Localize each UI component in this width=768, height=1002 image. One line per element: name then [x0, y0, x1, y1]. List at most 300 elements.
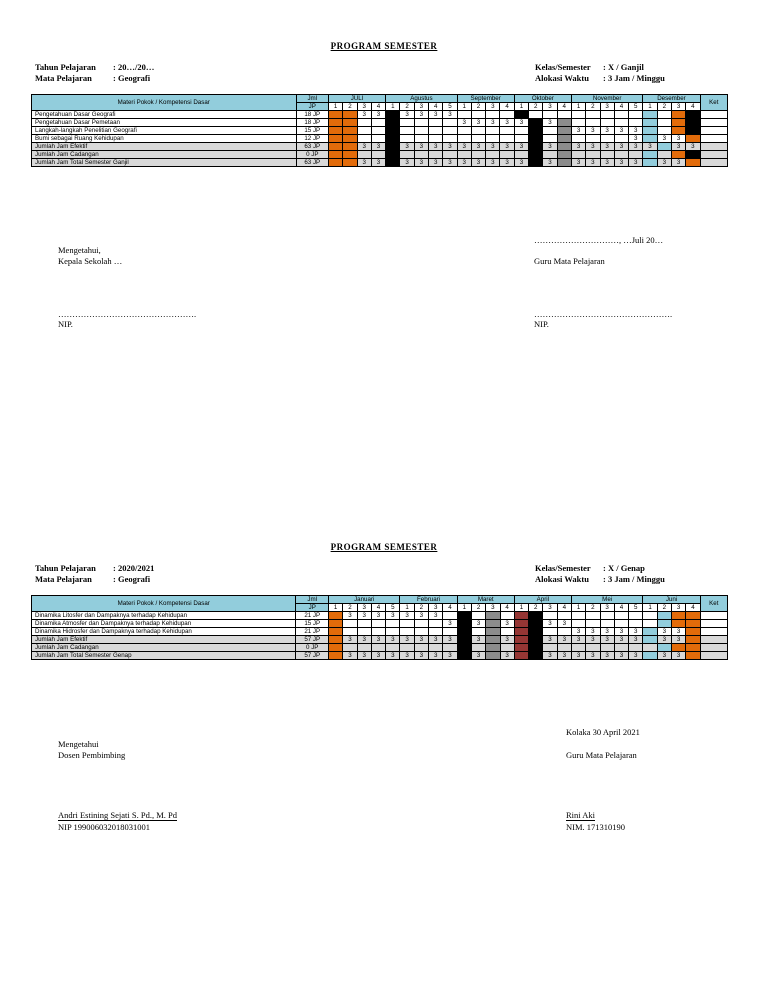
s1-week-cell: 3	[686, 143, 700, 151]
s1-week-cell	[343, 119, 357, 127]
s2-week-cell: 3	[443, 636, 457, 644]
s1-week-cell: 3	[371, 111, 385, 119]
s2-row-ket	[700, 652, 727, 660]
s2-week-number: 2	[529, 604, 543, 612]
s1-row-jp: 0 JP	[296, 151, 329, 159]
s2-week-number: 1	[514, 604, 528, 612]
s2-alokasi-label: Alokasi Waktu	[535, 574, 589, 584]
s1-week-cell	[557, 135, 571, 143]
s1-row-jp: 15 JP	[296, 127, 329, 135]
s2-week-cell: 3	[614, 652, 628, 660]
s1-week-cell	[400, 151, 414, 159]
s2-week-cell: 3	[371, 652, 385, 660]
s1-week-cell	[614, 119, 628, 127]
s1-week-cell	[671, 127, 685, 135]
s1-month-header: Oktober	[514, 95, 571, 103]
s2-week-cell	[443, 644, 457, 652]
s2-left-role2: Dosen Pembimbing	[58, 750, 126, 760]
s2-row-materi: Jumlah Jam Efektif	[32, 636, 296, 644]
s2-head-jml: Jml	[296, 596, 329, 604]
s2-right-name: Rini Aki	[566, 810, 596, 820]
s2-week-number: 4	[371, 604, 385, 612]
s1-week-number: 5	[629, 103, 643, 111]
s2-week-cell	[357, 644, 371, 652]
s1-week-cell	[357, 151, 371, 159]
s1-week-cell: 3	[414, 143, 428, 151]
s2-week-cell	[643, 644, 657, 652]
s1-week-cell	[329, 159, 343, 167]
s2-week-cell	[600, 612, 614, 620]
s1-week-number: 2	[657, 103, 671, 111]
s1-week-cell	[614, 111, 628, 119]
s2-week-cell	[557, 644, 571, 652]
s2-week-cell: 3	[414, 636, 428, 644]
s2-week-cell	[471, 644, 485, 652]
s1-week-cell: 3	[429, 143, 443, 151]
s1-week-cell	[586, 119, 600, 127]
s1-week-cell: 3	[429, 111, 443, 119]
s1-week-cell	[500, 135, 514, 143]
s1-week-cell: 3	[600, 127, 614, 135]
s1-table-row	[32, 151, 728, 159]
s2-week-number: 1	[571, 604, 585, 612]
s2-week-cell: 3	[357, 652, 371, 660]
s1-row-ket	[700, 127, 727, 135]
s1-row-jp: 63 JP	[296, 159, 329, 167]
s1-week-number: 3	[671, 103, 685, 111]
s1-week-cell	[343, 151, 357, 159]
s1-week-cell	[529, 143, 543, 151]
s2-week-cell	[586, 644, 600, 652]
s2-week-number: 3	[357, 604, 371, 612]
s2-week-cell	[543, 644, 557, 652]
s2-row-ket	[700, 620, 727, 628]
s1-week-cell: 3	[486, 119, 500, 127]
s1-table-row	[32, 143, 728, 151]
s1-week-number: 2	[586, 103, 600, 111]
s1-week-cell	[429, 119, 443, 127]
s2-week-cell	[357, 628, 371, 636]
s2-week-cell: 3	[429, 612, 443, 620]
s1-week-cell	[643, 119, 657, 127]
s2-row-jp: 21 JP	[296, 612, 329, 620]
s1-title: PROGRAM SEMESTER	[330, 41, 438, 51]
s1-mapel-value: : Geografi	[113, 73, 151, 83]
s1-week-cell	[371, 119, 385, 127]
s1-week-cell	[343, 111, 357, 119]
s1-week-cell	[571, 111, 585, 119]
s2-week-cell	[457, 612, 471, 620]
s1-week-cell	[557, 159, 571, 167]
s2-week-number: 4	[500, 604, 514, 612]
s1-week-cell	[543, 135, 557, 143]
s2-week-cell	[529, 628, 543, 636]
s1-week-cell	[586, 135, 600, 143]
s1-week-cell	[686, 135, 700, 143]
s2-week-number: 3	[429, 604, 443, 612]
s2-week-cell	[643, 652, 657, 660]
s1-week-cell	[400, 135, 414, 143]
s1-row-materi: Jumlah Jam Total Semester Ganjil	[32, 159, 297, 167]
s2-month-header: Februari	[400, 596, 457, 604]
s1-week-cell: 3	[357, 143, 371, 151]
s2-week-cell	[329, 620, 343, 628]
s1-week-cell	[329, 151, 343, 159]
s2-week-cell: 3	[471, 620, 485, 628]
s2-title: PROGRAM SEMESTER	[330, 542, 438, 552]
s2-week-cell: 3	[343, 652, 357, 660]
s1-week-cell: 3	[600, 159, 614, 167]
s2-week-cell: 3	[571, 652, 585, 660]
s2-week-cell: 3	[343, 612, 357, 620]
s1-week-cell	[686, 151, 700, 159]
s1-week-cell: 3	[457, 143, 471, 151]
s1-week-cell	[529, 111, 543, 119]
s2-week-cell	[343, 628, 357, 636]
s1-row-ket	[700, 151, 727, 159]
s1-week-cell	[500, 151, 514, 159]
s1-week-cell	[486, 135, 500, 143]
s1-week-cell	[371, 151, 385, 159]
s2-week-cell	[500, 612, 514, 620]
s2-week-cell	[457, 620, 471, 628]
s1-week-cell: 3	[443, 143, 457, 151]
s1-week-cell	[414, 151, 428, 159]
s1-kelas-label: Kelas/Semester	[535, 62, 591, 72]
s2-week-cell	[457, 628, 471, 636]
s2-week-number: 4	[686, 604, 700, 612]
s2-head-ket: Ket	[700, 596, 727, 612]
s1-week-cell	[357, 119, 371, 127]
s2-right-role: Guru Mata Pelajaran	[566, 750, 637, 760]
s1-week-cell: 3	[571, 159, 585, 167]
s2-week-cell: 3	[471, 652, 485, 660]
s1-week-cell	[543, 127, 557, 135]
s1-mapel	[35, 73, 150, 83]
s1-week-cell: 3	[600, 143, 614, 151]
s2-week-cell	[571, 644, 585, 652]
s2-week-cell: 3	[600, 652, 614, 660]
s2-alokasi-value: : 3 Jam / Minggu	[603, 574, 665, 584]
s2-week-cell: 3	[614, 636, 628, 644]
s2-week-cell	[614, 644, 628, 652]
s1-week-cell	[657, 127, 671, 135]
s2-week-cell: 3	[414, 612, 428, 620]
s1-week-number: 3	[486, 103, 500, 111]
s1-week-cell	[657, 143, 671, 151]
s1-week-cell: 3	[671, 135, 685, 143]
s1-week-cell	[457, 151, 471, 159]
s2-week-cell	[443, 612, 457, 620]
s1-week-cell	[343, 127, 357, 135]
s1-week-cell: 3	[414, 111, 428, 119]
s1-week-cell	[471, 127, 485, 135]
s1-right-role: Guru Mata Pelajaran	[534, 256, 605, 266]
s1-week-cell	[529, 159, 543, 167]
s2-week-cell: 3	[443, 652, 457, 660]
s2-week-cell: 3	[386, 612, 400, 620]
s2-week-cell	[643, 612, 657, 620]
s1-week-cell: 3	[629, 143, 643, 151]
s2-week-cell	[329, 628, 343, 636]
s2-tahun	[35, 563, 154, 573]
s1-week-cell	[371, 135, 385, 143]
s1-week-cell	[629, 111, 643, 119]
s1-week-cell	[514, 127, 528, 135]
s2-month-header: April	[514, 596, 571, 604]
s1-week-number: 3	[600, 103, 614, 111]
s2-month-header: Juni	[643, 596, 700, 604]
s2-week-cell: 3	[557, 636, 571, 644]
s2-week-cell	[371, 620, 385, 628]
s1-week-cell: 3	[657, 159, 671, 167]
s1-week-cell	[500, 127, 514, 135]
s1-week-cell	[514, 111, 528, 119]
s1-week-cell	[414, 119, 428, 127]
s2-week-cell	[600, 620, 614, 628]
s1-week-cell: 3	[414, 159, 428, 167]
s1-week-cell	[386, 127, 400, 135]
s2-week-cell	[686, 636, 700, 644]
s2-week-cell	[429, 620, 443, 628]
s2-week-cell	[486, 628, 500, 636]
s2-week-cell: 3	[557, 620, 571, 628]
s1-week-cell	[429, 151, 443, 159]
s2-right-nip: NIM. 171310190	[566, 822, 626, 832]
s2-week-cell: 3	[400, 652, 414, 660]
s2-week-cell	[586, 612, 600, 620]
s1-week-cell	[386, 159, 400, 167]
s1-week-cell: 3	[471, 119, 485, 127]
s2-left-nip: NIP 199006032018031001	[58, 822, 151, 832]
s2-mapel-value: : Geografi	[113, 574, 151, 584]
s2-week-cell	[443, 628, 457, 636]
s1-week-number: 1	[514, 103, 528, 111]
s1-week-cell: 3	[514, 159, 528, 167]
s2-row-ket	[700, 644, 727, 652]
s2-week-cell: 3	[657, 636, 671, 644]
s1-week-cell	[671, 151, 685, 159]
s2-week-number: 1	[643, 604, 657, 612]
s2-week-cell: 3	[371, 636, 385, 644]
s2-row-materi: Dinamika Litosfer dan Dampaknya terhadap Kehidupan	[32, 612, 296, 620]
s1-week-cell: 3	[357, 159, 371, 167]
s1-week-cell	[486, 127, 500, 135]
s1-week-cell	[357, 127, 371, 135]
s1-week-cell: 3	[586, 127, 600, 135]
s2-week-cell	[386, 644, 400, 652]
s1-week-cell	[386, 151, 400, 159]
s2-place-date: Kolaka 30 April 2021	[566, 727, 640, 737]
s1-week-cell	[657, 119, 671, 127]
s2-week-cell	[671, 620, 685, 628]
s1-week-cell: 3	[400, 159, 414, 167]
s2-week-number: 1	[400, 604, 414, 612]
s1-week-cell: 3	[400, 111, 414, 119]
s1-week-cell	[371, 127, 385, 135]
s1-week-number: 2	[343, 103, 357, 111]
s2-week-cell	[543, 612, 557, 620]
s2-week-cell	[514, 628, 528, 636]
s1-week-cell	[657, 111, 671, 119]
s2-week-cell	[329, 644, 343, 652]
s2-week-cell	[371, 628, 385, 636]
s1-week-cell	[457, 111, 471, 119]
s1-week-cell	[686, 127, 700, 135]
s2-week-cell	[586, 620, 600, 628]
s2-table-row	[32, 644, 728, 652]
s1-week-cell: 3	[629, 159, 643, 167]
s2-left-name: Andri Estining Sejati S. Pd., M. Pd	[58, 810, 178, 820]
s2-row-materi: Dinamika Atmosfer dan Dampaknya terhadap Kehidupan	[32, 620, 296, 628]
s1-week-cell: 3	[514, 119, 528, 127]
s2-week-cell	[386, 628, 400, 636]
s1-table-row	[32, 135, 728, 143]
s2-week-cell	[429, 644, 443, 652]
s2-week-cell	[329, 636, 343, 644]
s1-week-cell	[414, 135, 428, 143]
s1-week-cell	[386, 111, 400, 119]
s1-week-cell	[329, 119, 343, 127]
s2-week-number: 5	[386, 604, 400, 612]
s1-week-cell: 3	[471, 159, 485, 167]
s2-week-cell	[329, 652, 343, 660]
s1-week-cell	[457, 135, 471, 143]
s2-week-cell: 3	[500, 652, 514, 660]
s1-week-cell: 3	[614, 159, 628, 167]
s1-week-cell	[600, 111, 614, 119]
s1-week-cell	[529, 135, 543, 143]
s1-week-cell	[686, 111, 700, 119]
s1-week-cell	[614, 151, 628, 159]
s2-week-cell	[529, 652, 543, 660]
s2-week-number: 5	[629, 604, 643, 612]
s1-right-name: ………………………………………….	[534, 309, 673, 319]
s2-table-row	[32, 636, 728, 644]
s1-week-cell	[643, 127, 657, 135]
s1-month-header: Desember	[643, 95, 700, 103]
s1-head-jp: JP	[296, 103, 329, 111]
s2-week-cell: 3	[386, 636, 400, 644]
s1-week-cell	[329, 127, 343, 135]
s2-week-cell	[686, 644, 700, 652]
s1-week-cell	[429, 127, 443, 135]
s1-week-cell	[400, 119, 414, 127]
s2-week-cell: 3	[343, 636, 357, 644]
s1-row-materi: Pengetahuan Dasar Pemetaan	[32, 119, 297, 127]
s2-week-cell	[400, 628, 414, 636]
s2-week-number: 3	[486, 604, 500, 612]
s2-row-jp: 21 JP	[296, 628, 329, 636]
s2-week-cell	[543, 628, 557, 636]
s1-week-cell	[443, 119, 457, 127]
s1-week-cell	[586, 111, 600, 119]
s2-week-number: 1	[329, 604, 343, 612]
s1-week-cell: 3	[543, 143, 557, 151]
s1-week-cell: 3	[571, 127, 585, 135]
s1-week-cell	[557, 127, 571, 135]
s1-week-cell	[471, 111, 485, 119]
s2-tahun-value: : 2020/2021	[113, 563, 155, 573]
s2-week-cell	[571, 612, 585, 620]
s1-row-jp: 63 JP	[296, 143, 329, 151]
s2-week-cell	[557, 628, 571, 636]
s1-right-nip: NIP.	[534, 319, 549, 329]
s2-week-cell	[514, 636, 528, 644]
s1-week-cell: 3	[671, 159, 685, 167]
s2-week-cell: 3	[357, 612, 371, 620]
s2-row-jp: 0 JP	[296, 644, 329, 652]
s1-week-number: 4	[429, 103, 443, 111]
s2-week-cell	[471, 612, 485, 620]
s2-week-cell	[371, 644, 385, 652]
s1-week-cell: 3	[629, 135, 643, 143]
s1-week-cell: 3	[457, 119, 471, 127]
s2-row-jp: 57 JP	[296, 636, 329, 644]
s2-week-cell: 3	[400, 612, 414, 620]
s1-week-number: 1	[329, 103, 343, 111]
s1-row-ket	[700, 119, 727, 127]
s2-week-cell: 3	[400, 636, 414, 644]
s2-week-cell: 3	[614, 628, 628, 636]
s2-week-cell	[486, 612, 500, 620]
s1-row-ket	[700, 135, 727, 143]
s2-week-cell	[643, 620, 657, 628]
s2-week-cell: 3	[629, 652, 643, 660]
s2-week-cell	[514, 644, 528, 652]
s1-week-cell	[600, 135, 614, 143]
s2-week-cell	[671, 644, 685, 652]
s2-tahun-label: Tahun Pelajaran	[35, 563, 96, 573]
s1-week-cell: 3	[643, 143, 657, 151]
s1-table-row	[32, 119, 728, 127]
s1-week-cell: 3	[586, 143, 600, 151]
s1-row-materi: Jumlah Jam Cadangan	[32, 151, 297, 159]
s2-week-cell	[414, 644, 428, 652]
s1-week-cell	[471, 151, 485, 159]
s2-week-cell: 3	[671, 652, 685, 660]
s1-week-cell	[500, 111, 514, 119]
s2-week-cell: 3	[657, 628, 671, 636]
s2-week-cell: 3	[600, 628, 614, 636]
s1-week-cell	[386, 143, 400, 151]
s2-month-header: Mei	[571, 596, 642, 604]
s2-table-row	[32, 620, 728, 628]
s2-week-cell	[486, 620, 500, 628]
s2-week-cell	[414, 620, 428, 628]
s1-week-cell	[386, 119, 400, 127]
s2-mapel	[35, 574, 150, 584]
s1-week-cell	[614, 135, 628, 143]
s1-alokasi-label: Alokasi Waktu	[535, 73, 589, 83]
s2-week-cell: 3	[500, 636, 514, 644]
s2-week-cell	[457, 652, 471, 660]
s1-week-cell	[443, 135, 457, 143]
s1-week-cell: 3	[571, 143, 585, 151]
s1-week-cell	[443, 127, 457, 135]
s1-row-jp: 12 JP	[296, 135, 329, 143]
s2-week-number: 4	[614, 604, 628, 612]
s2-row-materi: Jumlah Jam Cadangan	[32, 644, 296, 652]
s1-alokasi	[535, 73, 665, 83]
s2-week-cell	[486, 652, 500, 660]
s2-week-cell	[529, 644, 543, 652]
s2-week-cell: 3	[629, 636, 643, 644]
s1-week-cell	[543, 111, 557, 119]
s1-week-cell	[629, 119, 643, 127]
s2-week-cell	[657, 620, 671, 628]
s2-week-cell	[486, 636, 500, 644]
